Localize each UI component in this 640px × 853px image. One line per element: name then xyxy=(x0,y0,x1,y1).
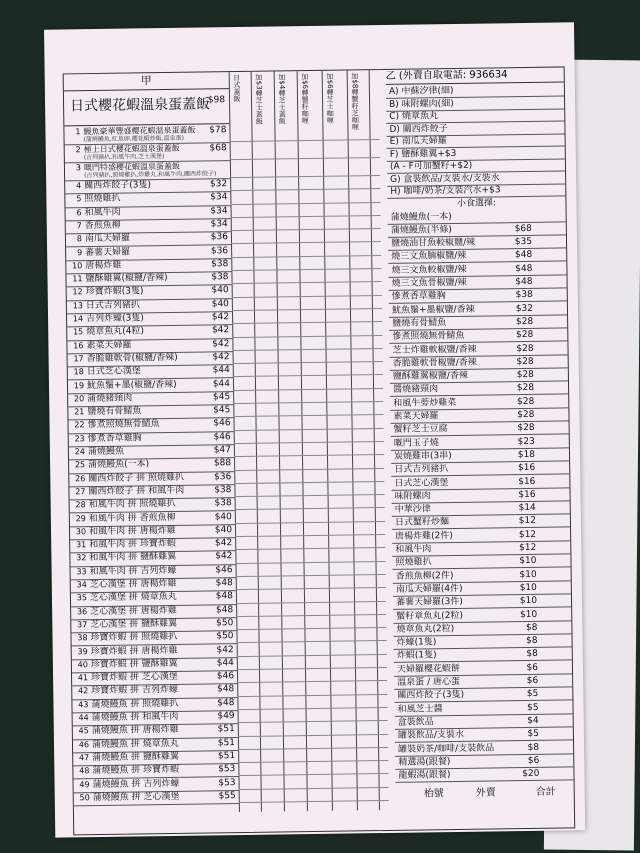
item-number: 7 xyxy=(76,221,82,231)
item-price: $48 xyxy=(215,604,234,615)
snack-price: $16 xyxy=(517,463,536,474)
item-number: 10 xyxy=(72,260,83,271)
item-note: (吉列豬扒,和風牛肉,芝士漢堡) xyxy=(83,153,165,162)
item-price: $42 xyxy=(212,352,230,363)
item-price: $47 xyxy=(213,445,231,456)
item-number: 2 xyxy=(75,145,81,155)
item-name: 吉列炸蠔(3隻) xyxy=(86,313,144,325)
snack-name: 蟹籽章魚丸(2粒) xyxy=(396,610,464,622)
item-name: 蒲燒鰻魚(一本) xyxy=(88,459,150,471)
item-name: 魷魚鬚+墨(椒鹽/香辣) xyxy=(86,379,177,391)
item-number: 18 xyxy=(73,367,84,377)
column-header: 加$3轉芝士蓋飯 xyxy=(254,73,264,125)
item-number: 13 xyxy=(72,300,83,311)
snack-price: $38 xyxy=(515,290,533,301)
snack-price: $16 xyxy=(518,476,536,487)
item-number: 29 xyxy=(75,513,86,523)
snack-name: 炸蝦(1隻) xyxy=(396,650,437,662)
snack-name: 溫泉蛋 / 唐心蛋 xyxy=(397,676,461,688)
item-price: $53 xyxy=(218,764,236,775)
snack-price: $35 xyxy=(514,237,533,248)
snack-price: $28 xyxy=(517,409,535,421)
item-number: 31 xyxy=(75,540,87,550)
item-price: $38 xyxy=(214,498,232,509)
column-header: 日式蓋飯 xyxy=(232,73,242,103)
item-number: 45 xyxy=(78,726,89,736)
snack-price: $28 xyxy=(516,343,534,354)
item-number: 14 xyxy=(72,314,84,324)
item-name: 芝心漢堡 拼 燒章魚丸 xyxy=(89,592,177,604)
item-price: $46 xyxy=(216,671,235,682)
item-number: 17 xyxy=(73,354,84,364)
right-header: 乙 (外賣自取電話: 936634 xyxy=(386,67,564,84)
snack-price: $10 xyxy=(519,609,538,620)
item-name: 蒲燒鰻魚 拼 吉列炸蠔 xyxy=(92,778,180,790)
snack-name: 關西炸餃子(3隻) xyxy=(397,690,465,702)
item-name: 關西炸餃子(3隻) xyxy=(84,180,152,192)
item-name: 珍寶炸蝦 拼 吉列炸蠔 xyxy=(91,685,179,697)
snack-price: $12 xyxy=(519,542,537,554)
snack-price: $10 xyxy=(519,596,538,607)
snack-name: 香脆雞軟骨椒鹽/香辣 xyxy=(392,357,477,369)
item-number: 27 xyxy=(75,487,86,497)
item-number: 47 xyxy=(78,753,90,763)
item-price: $42 xyxy=(211,325,230,336)
item-name: 素菜天婦羅 xyxy=(86,340,132,351)
snack-price: $16 xyxy=(518,489,536,500)
item-price: $42 xyxy=(214,538,233,549)
item-name: 蕃薯天婦羅 xyxy=(85,247,131,258)
item-price: $38 xyxy=(211,272,229,283)
snack-price: $6 xyxy=(526,662,539,673)
snack-name: 香煎魚柳(2件) xyxy=(395,570,454,582)
item-number: 43 xyxy=(78,699,89,709)
item-number: 49 xyxy=(79,779,90,789)
menu-order-sheet xyxy=(44,22,585,837)
item-name: 日式芝心漢堡 xyxy=(86,366,141,378)
item-price: $36 xyxy=(210,245,229,256)
snack-price: $10 xyxy=(519,569,537,580)
snack-name: 和風牛肉 xyxy=(395,544,432,555)
option-label: E) 南瓜天婦羅 xyxy=(389,136,447,147)
total-label: 合計 xyxy=(535,787,556,799)
snack-price: $5 xyxy=(527,729,539,740)
menu-item xyxy=(74,790,239,807)
item-number: 21 xyxy=(74,407,85,417)
item-price: $46 xyxy=(213,418,231,429)
item-name: 和風牛肉 xyxy=(84,207,121,218)
snack-name: 燒三文魚較椒鹽/辣 xyxy=(391,264,467,276)
snack-name: 炭燒雞串(3串) xyxy=(393,450,452,462)
item-name: 極上日式櫻花蝦溫泉蛋蓋飯 xyxy=(83,143,180,155)
snack-name: 唐楊炸雞(2件) xyxy=(395,530,453,542)
item-name: 香煎魚柳 xyxy=(84,220,121,232)
snack-name: 龍蝦湯(跟餐) xyxy=(398,770,451,781)
snack-price: $8 xyxy=(525,622,538,633)
snack-name: 盒裝飲品 xyxy=(397,717,434,728)
snack-name: 味附螺肉 xyxy=(394,491,431,502)
item-name: 和風牛肉 拼 鹽酥雞翼 xyxy=(89,552,177,564)
item-number: 28 xyxy=(75,500,86,510)
item-name: 鹽燒有骨鯖魚 xyxy=(87,406,142,418)
snack-price: $68 xyxy=(514,223,532,234)
item-name: 蒲燒鰻魚 拼 燒章魚丸 xyxy=(91,738,179,750)
snack-name: 嘅門玉子燒 xyxy=(393,437,439,449)
item-name: 蒲燒豬頸肉 xyxy=(87,393,133,404)
item-name: 芝心漢堡 拼 鹽酥雞翼 xyxy=(90,618,178,631)
menu-frame xyxy=(63,66,576,835)
headline-item xyxy=(64,89,229,126)
snack-name: 鹽燒有骨鯖魚 xyxy=(392,318,447,329)
item-price: $50 xyxy=(216,631,234,642)
item-price: $48 xyxy=(217,684,235,695)
snack-name: 日式吉列豬扒 xyxy=(394,464,449,476)
item-name: 鹽酥雞翼(椒鹽/香辣) xyxy=(85,273,168,285)
item-number: 16 xyxy=(73,340,84,350)
option-label: G) 盒裝飲品/支裝水/支裝水 xyxy=(390,172,500,185)
item-price: $46 xyxy=(215,564,233,576)
item-number: 30 xyxy=(75,526,87,537)
item-number: 35 xyxy=(76,593,88,603)
snack-name: 精選湯(跟餐) xyxy=(398,756,451,768)
snack-name: 鹽燒油甘魚較椒鹽/辣 xyxy=(390,237,476,249)
snack-price: $10 xyxy=(519,582,537,594)
snack-name: 鹽酥雞翼椒鹽/香辣 xyxy=(392,370,469,382)
snack-name: 蟹籽芝士豆腐 xyxy=(393,424,448,436)
item-number: 41 xyxy=(77,673,89,683)
item-name: 照燒雞扒 xyxy=(84,193,121,205)
item-number: 39 xyxy=(77,646,88,656)
item-number: 26 xyxy=(75,473,86,483)
item-name: 和風牛肉 拼 吉列炸蠔 xyxy=(89,565,177,577)
item-name: 蒲燒鰻魚 xyxy=(87,446,125,458)
item-number: 8 xyxy=(76,234,83,244)
snack-name: 素菜天婦羅 xyxy=(393,411,439,422)
item-name: 珍寶炸蝦 拼 照燒雞扒 xyxy=(90,632,178,644)
snack-item xyxy=(395,767,573,782)
item-price: $44 xyxy=(216,657,234,669)
item-price: $46 xyxy=(213,431,231,443)
item-price: $40 xyxy=(211,298,229,310)
item-price: $36 xyxy=(214,471,232,482)
item-number: 23 xyxy=(74,433,85,444)
item-name: 和風牛肉 拼 香煎魚柳 xyxy=(88,512,176,524)
snack-price: $28 xyxy=(516,330,534,341)
headline-price: $98 xyxy=(207,95,226,106)
column-header: 加$6轉芝士咖喱 xyxy=(325,72,335,124)
item-price: $32 xyxy=(209,179,228,190)
snack-price: $28 xyxy=(516,356,534,367)
snack-price: $6 xyxy=(526,675,539,687)
snack-name: 燒三文魚腩椒鹽/辣 xyxy=(391,251,467,263)
snack-price: $48 xyxy=(514,250,533,261)
item-price: $48 xyxy=(217,697,235,709)
option-label: C) 燒章魚丸 xyxy=(389,111,439,122)
item-name: 燒章魚丸(4粒) xyxy=(86,326,145,338)
item-price: $40 xyxy=(214,511,232,522)
item-name: 日式吉列豬扒 xyxy=(85,300,140,311)
option-label: A) 中蘇汐律(細) xyxy=(388,85,454,97)
snack-name: 蒲燒鰻魚(一本) xyxy=(390,211,452,223)
item-number: 42 xyxy=(78,686,89,696)
option-label: (A - F可加蟹籽+$2) xyxy=(389,160,473,172)
item-name: 芝心漢堡 拼 唐楊炸雞 xyxy=(89,578,177,591)
item-name: 蒲燒鰻魚 拼 珍寶炸蝦 xyxy=(92,765,180,777)
item-number: 12 xyxy=(72,287,83,297)
item-number: 34 xyxy=(76,580,87,590)
snack-name: 燒三文魚骨椒鹽/辣 xyxy=(391,277,467,289)
snack-name: 中華沙律 xyxy=(394,504,431,515)
snack-price: $28 xyxy=(517,396,535,407)
item-number: 38 xyxy=(77,633,88,643)
item-price: $34 xyxy=(210,192,228,203)
item-price: $48 xyxy=(215,578,233,589)
snack-price: $8 xyxy=(527,742,540,753)
item-price: $44 xyxy=(212,378,231,389)
item-number: 1 xyxy=(75,127,81,137)
option-label: D) 關西炸餃子 xyxy=(389,123,448,135)
item-name: 慘煮香草雞胸 xyxy=(87,433,142,444)
snack-name: 和風牛蒡炒雞菜 xyxy=(393,397,457,409)
snack-price: $14 xyxy=(518,502,536,514)
item-price: $34 xyxy=(210,219,228,230)
snack-price: $6 xyxy=(527,755,540,766)
section-mark-left: 甲 xyxy=(64,72,229,91)
snack-name: 醬燒豬頸肉 xyxy=(393,384,439,396)
option-label: H) 咖啡/奶茶/支裝汽水+$3 xyxy=(390,185,501,197)
snack-name: 燒章魚丸(2粒) xyxy=(396,623,455,635)
snack-price: $18 xyxy=(517,449,536,461)
item-price: $45 xyxy=(212,391,231,403)
snack-name: 蒲燒鰻魚(半條) xyxy=(390,224,452,236)
item-number: 50 xyxy=(79,792,90,803)
snack-price: $5 xyxy=(527,702,539,713)
snack-name: 和風芝士醬 xyxy=(397,703,443,715)
item-number: 32 xyxy=(76,553,87,563)
snack-price: $8 xyxy=(526,635,538,647)
item-price: $44 xyxy=(212,365,230,376)
item-number: 33 xyxy=(76,566,87,576)
item-name: 關西炸餃子 拼 照燒雞扒 xyxy=(88,472,185,484)
item-price: $34 xyxy=(210,205,228,216)
column-header: 加$6轉蟹籽咖喱 xyxy=(300,73,310,125)
item-price: $78 xyxy=(209,125,227,136)
item-number: 44 xyxy=(78,713,89,723)
item-name: 香脆雞軟骨(椒鹽/香辣) xyxy=(86,352,178,365)
item-name: 珍寶炸蝦 拼 唐楊炸雞 xyxy=(90,645,178,657)
item-price: $53 xyxy=(218,777,236,788)
item-number: 4 xyxy=(76,181,82,191)
item-name: 和風牛肉 拼 照燒雞扒 xyxy=(88,499,176,511)
item-price: $42 xyxy=(211,312,230,323)
snack-price: $4 xyxy=(527,715,539,726)
right-panel xyxy=(385,67,564,800)
item-name: 蒲燒鰻魚 拼 鹽酥雞翼 xyxy=(92,751,179,763)
item-number: 9 xyxy=(76,247,83,257)
item-number: 48 xyxy=(79,766,90,776)
item-price: $38 xyxy=(214,485,232,496)
item-price: $45 xyxy=(213,405,231,416)
snack-name: 天婦羅櫻花蝦餅 xyxy=(396,663,461,675)
item-number: 24 xyxy=(74,447,85,457)
snack-price: $12 xyxy=(518,529,537,540)
item-price: $40 xyxy=(211,285,229,296)
item-name: 蒲燒鰻魚 拼 唐楊炸雞 xyxy=(91,725,179,737)
column-header: 加$8轉蟹籽芝咖喱 xyxy=(350,72,360,131)
item-name: 和風牛肉 拼 珍寶炸蝦 xyxy=(89,539,177,551)
item-name: 唐楊炸雞 xyxy=(85,260,122,271)
option-label: F) 鹽酥雞翼+$3 xyxy=(389,148,457,160)
option-label: B) 味附螺肉(細) xyxy=(389,98,454,110)
item-price: $51 xyxy=(217,750,236,762)
item-price: $55 xyxy=(218,790,236,802)
snack-price: $5 xyxy=(526,689,539,700)
snack-name: 芝士炸雞軟椒鹽/香辣 xyxy=(392,344,477,356)
snack-price: $48 xyxy=(515,276,533,288)
table-label: 枱號 xyxy=(423,788,444,800)
item-number: 19 xyxy=(73,380,85,390)
snack-name: 南瓜天婦羅(4件) xyxy=(395,583,463,595)
item-number: 22 xyxy=(74,420,85,430)
item-price: $50 xyxy=(216,618,234,629)
snack-price: $28 xyxy=(515,316,534,328)
snack-price: $20 xyxy=(522,768,540,780)
item-name: 嘅門特盛櫻花蝦溫泉蛋蓋飯 xyxy=(83,161,181,173)
takeaway-label: 外賣 xyxy=(475,787,496,800)
snack-price: $12 xyxy=(518,516,537,527)
item-note: (蒲燒鰻魚,紅魚卵,櫻花蝦炒飯,溫泉蛋) xyxy=(83,134,185,144)
item-name: 珍寶炸蝦(3隻) xyxy=(85,286,144,298)
snack-name: 魷魚鬚+墨椒鹽/香辣 xyxy=(391,304,475,316)
item-number: 40 xyxy=(77,659,88,670)
item-name: 和風牛肉 拼 唐楊炸雞 xyxy=(88,525,176,537)
item-price: $48 xyxy=(215,591,234,602)
item-name: 慘煮照燒無骨鯖魚 xyxy=(87,419,160,431)
snack-name: 罐裝奶茶/咖啡/支裝飲品 xyxy=(398,742,495,755)
snack-price: $28 xyxy=(517,423,535,434)
item-name: 珍寶炸蝦 拼 芝心漢堡 xyxy=(91,671,178,684)
item-name: 南瓜天婦羅 xyxy=(84,233,131,245)
item-price: $51 xyxy=(217,724,235,735)
item-note: (吉列豬扒,照燒雞扒,炸雞丸,和風牛肉,關西炸餃子) xyxy=(84,170,217,180)
column-header: 加$4轉芝士蓋飯 xyxy=(277,73,287,125)
item-number: 5 xyxy=(76,194,82,204)
item-name: 蒲燒鰻魚 拼 和風牛肉 xyxy=(91,711,179,724)
item-name: 芝心漢堡 拼 唐楊炸雞 xyxy=(90,605,177,617)
item-price: $42 xyxy=(216,644,234,655)
item-price: $36 xyxy=(210,232,229,243)
snack-name: 罐裝飲品/支裝水 xyxy=(397,730,465,742)
snack-price: $32 xyxy=(515,303,534,314)
snack-name: 蕃薯天婦羅(3件) xyxy=(395,597,463,609)
item-number: 6 xyxy=(76,207,82,217)
item-price: $68 xyxy=(209,143,227,154)
snack-section-title: 小食選擇: xyxy=(456,197,497,209)
snack-name: 慘煮照燒無骨鯖魚 xyxy=(392,331,465,343)
snack-name: 日式蟹籽炒麵 xyxy=(394,517,450,529)
item-number: 25 xyxy=(74,460,86,470)
item-name: 關西炸餃子 拼 和風牛肉 xyxy=(88,485,185,498)
item-price: $40 xyxy=(214,524,233,536)
item-name: 蒲燒鰻魚 拼 芝心漢堡 xyxy=(92,791,180,803)
item-name: 鰻魚豪華豐盛櫻花蝦溫泉蛋蓋飯 xyxy=(83,125,196,137)
snack-price: $8 xyxy=(526,649,538,660)
item-number: 15 xyxy=(73,327,84,337)
snack-price: $23 xyxy=(517,436,535,447)
item-name: 珍寶炸蝦 拼 鹽酥雞翼 xyxy=(90,658,178,670)
item-price: $42 xyxy=(212,338,230,349)
item-number: 3 xyxy=(75,163,82,173)
item-price: $88 xyxy=(213,458,232,469)
headline-name: 日式櫻花蝦溫泉蛋蓋飯 xyxy=(69,96,211,115)
snack-name: 照燒雞扒 xyxy=(395,557,432,569)
item-number: 36 xyxy=(76,606,88,616)
item-price: $51 xyxy=(217,737,236,748)
snack-price: $48 xyxy=(515,263,533,274)
snack-name: 慘煮香草雞胸 xyxy=(391,291,446,303)
snack-name: 日式芝心漢堡 xyxy=(394,477,449,489)
item-number: 20 xyxy=(73,393,85,404)
snack-price: $10 xyxy=(519,556,537,567)
item-price: $38 xyxy=(211,258,229,270)
item-price: $42 xyxy=(215,551,233,562)
item-number: 11 xyxy=(72,274,83,284)
snack-name: 炸蠔(1隻) xyxy=(396,637,437,648)
item-number: 46 xyxy=(78,739,90,749)
snack-price: $28 xyxy=(516,383,535,394)
item-number: 37 xyxy=(77,620,88,630)
item-price: $49 xyxy=(217,711,235,722)
item-name: 蒲燒鰻魚 拼 照燒雞扒 xyxy=(91,698,179,710)
snack-price: $28 xyxy=(516,369,534,381)
